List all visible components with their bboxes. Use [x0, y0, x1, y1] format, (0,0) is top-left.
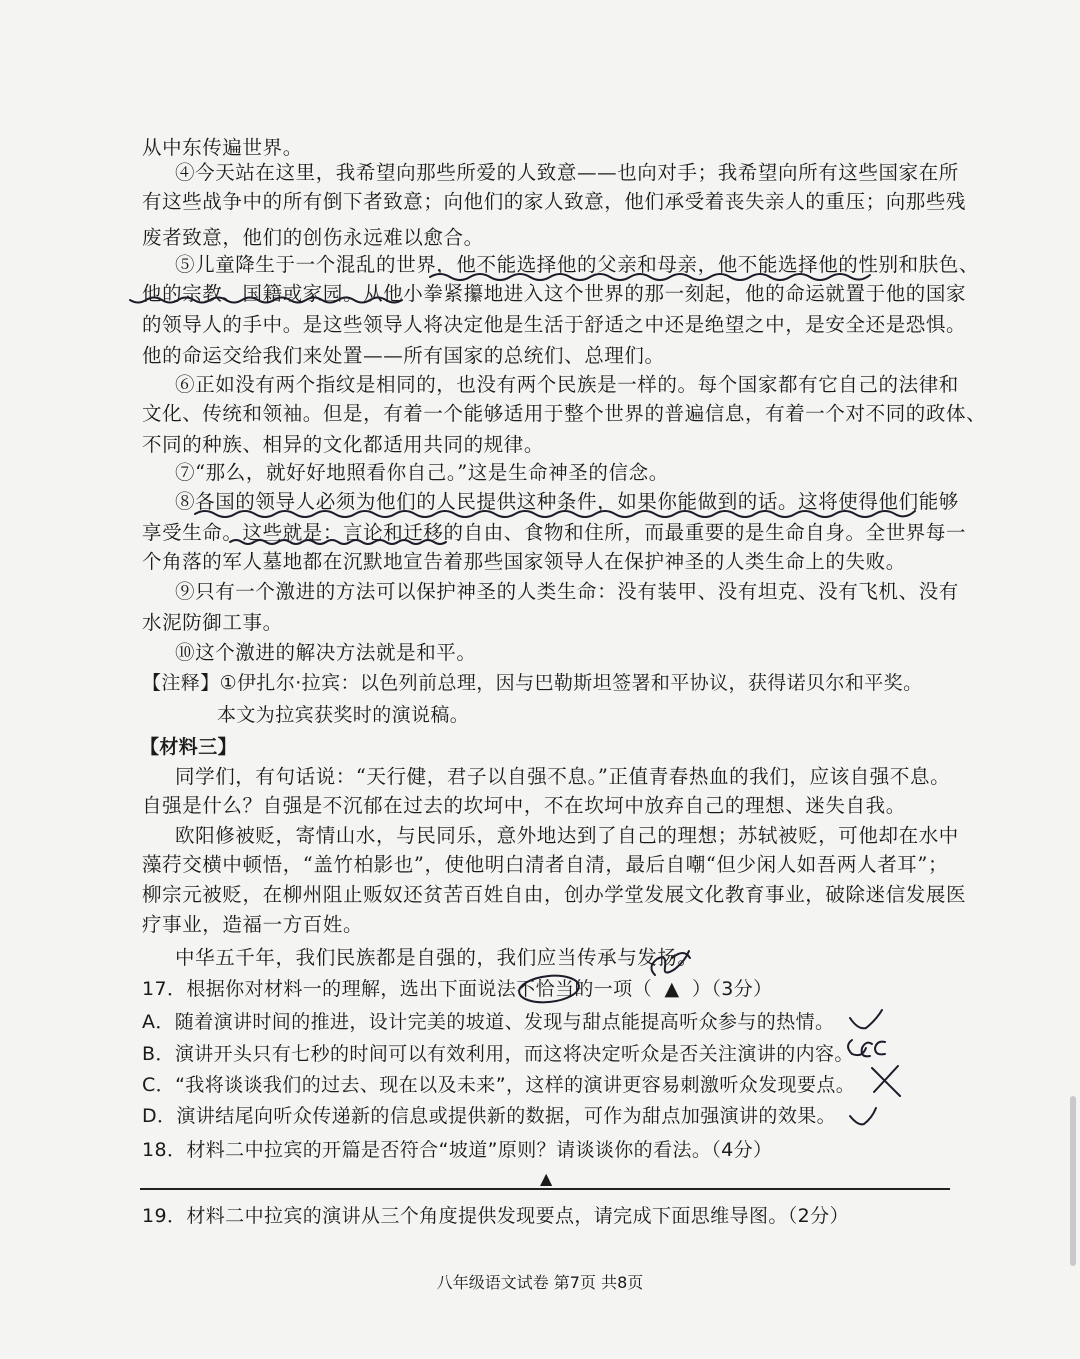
text-line: 废者致意，他们的创伤永远难以愈合。: [142, 226, 484, 249]
text-line: 享受生命。这些就是：言论和迁移的自由、食物和住所，而最重要的是生命自身。全世界每一: [142, 521, 967, 544]
text-line: 有这些战争中的所有倒下者致意；向他们的家人致意，他们承受着丧失亲人的重压；向那些残: [142, 190, 967, 213]
text-line: ⑦“那么，就好好地照看你自己。”这是生命神圣的信念。: [175, 461, 669, 484]
check-mark: [850, 1010, 882, 1028]
text-line: 藻荇交横中顿悟，“盖竹柏影也”，使他明白清者自清，最后自嘲“但少闲人如吾两人者耳”；: [142, 853, 949, 876]
wavy-underline: [430, 274, 870, 280]
option-d: D．演讲结尾向听众传递新的信息或提供新的数据，可作为甜点加强演讲的效果。: [142, 1105, 837, 1127]
text-line: 柳宗元被贬，在柳州阻止贩奴还贫苦百姓自由，创办学堂发展文化教育事业，破除迷信发展医: [142, 883, 967, 906]
circle-mark: [518, 973, 580, 1005]
scrollbar[interactable]: [1070, 1096, 1076, 1266]
text-line: 文化、传统和领袖。但是，有着一个能够适用于整个世界的普遍信息，有着一个对不同的政体、: [142, 402, 987, 425]
text-line: ④今天站在这里，我希望向那些所爱的人致意——也向对手；我希望向所有这些国家在所: [175, 161, 959, 184]
option-b: B．演讲开头只有七秒的时间可以有效利用，而这将决定听众是否关注演讲的内容。: [142, 1043, 854, 1065]
material3-heading: 【材料三】: [140, 736, 238, 758]
text-line: 他的命运交给我们来处置——所有国家的总统们、总理们。: [142, 344, 665, 367]
answer-blank[interactable]: ▲: [540, 1169, 553, 1188]
wavy-underline: [230, 540, 446, 544]
text-line: 欧阳修被贬，寄情山水，与民同乐，意外地达到了自己的理想；苏轼被贬，可他却在水中: [175, 824, 959, 847]
scribble-mark: [651, 951, 690, 975]
option-c: C．“我将谈谈我们的过去、现在以及未来”，这样的演讲更容易刺激听众发现要点。: [142, 1074, 856, 1096]
text-line: 他的宗教、国籍或家园。从他小拳紧攥地进入这个世界的那一刻起，他的命运就置于他的国家: [142, 282, 967, 305]
text-line: ⑧各国的领导人必须为他们的人民提供这种条件，如果你能做到的话。这将使得他们能够: [175, 490, 959, 513]
text-line: 不同的种族、相异的文化都适用共同的规律。: [142, 433, 545, 456]
text-line: 个角落的军人墓地都在沉默地宣告着那些国家领导人在保护神圣的人类生命上的失败。: [142, 550, 906, 573]
page-footer: 八年级语文试卷 第7页 共8页: [436, 1273, 644, 1292]
question-17-text: 17．根据你对材料一的理解，选出下面说法不恰当的一项（: [142, 978, 652, 1000]
answer-blank[interactable]: ▲: [664, 978, 680, 1000]
question-17-score: ）（3分）: [691, 978, 773, 1000]
text-line: 从中东传遍世界。: [142, 136, 303, 159]
text-line: ⑥正如没有两个指纹是相同的，也没有两个民族是一样的。每个国家都有它自己的法律和: [175, 373, 959, 396]
note-line: 本文为拉宾获奖时的演说稿。: [217, 704, 470, 726]
text-line: ⑩这个激进的解决方法就是和平。: [175, 641, 477, 664]
question-19-stem: 19．材料二中拉宾的演讲从三个角度提供发现要点，请完成下面思维导图。（2分）: [142, 1205, 849, 1227]
check-mark: [850, 1108, 876, 1124]
text-line: ⑤儿童降生于一个混乱的世界，他不能选择他的父亲和母亲，他不能选择他的性别和肤色、: [175, 253, 980, 276]
scribble-mark: [848, 1040, 885, 1056]
text-line: 自强是什么？自强是不沉郁在过去的坎坷中，不在坎坷中放弃自己的理想、迷失自我。: [142, 794, 906, 817]
note-line: 【注释】①伊扎尔·拉宾：以色列前总理，因与巴勒斯坦签署和平协议，获得诺贝尔和平奖。: [142, 672, 923, 694]
wavy-underline: [195, 511, 915, 517]
cross-mark: [872, 1066, 900, 1096]
wavy-underline: [130, 298, 402, 303]
option-a: A．随着演讲时间的推进，设计完美的坡道、发现与甜点能提高听众参与的热情。: [142, 1011, 835, 1033]
text-line: 水泥防御工事。: [142, 611, 283, 634]
text-line: 中华五千年，我们民族都是自强的，我们应当传承与发扬。: [175, 946, 698, 969]
text-line: ⑨只有一个激进的方法可以保护神圣的人类生命：没有装甲、没有坦克、没有飞机、没有: [175, 580, 959, 603]
text-line: 的领导人的手中。是这些领导人将决定他是生活于舒适之中还是绝望之中，是安全还是恐惧。: [142, 313, 967, 336]
text-line: 疗事业，造福一方百姓。: [142, 913, 364, 936]
question-18-stem: 18．材料二中拉宾的开篇是否符合“坡道”原则？请谈谈你的看法。（4分）: [142, 1139, 773, 1161]
text-line: 同学们，有句话说：“天行健，君子以自强不息。”正值青春热血的我们，应该自强不息。: [175, 765, 951, 788]
